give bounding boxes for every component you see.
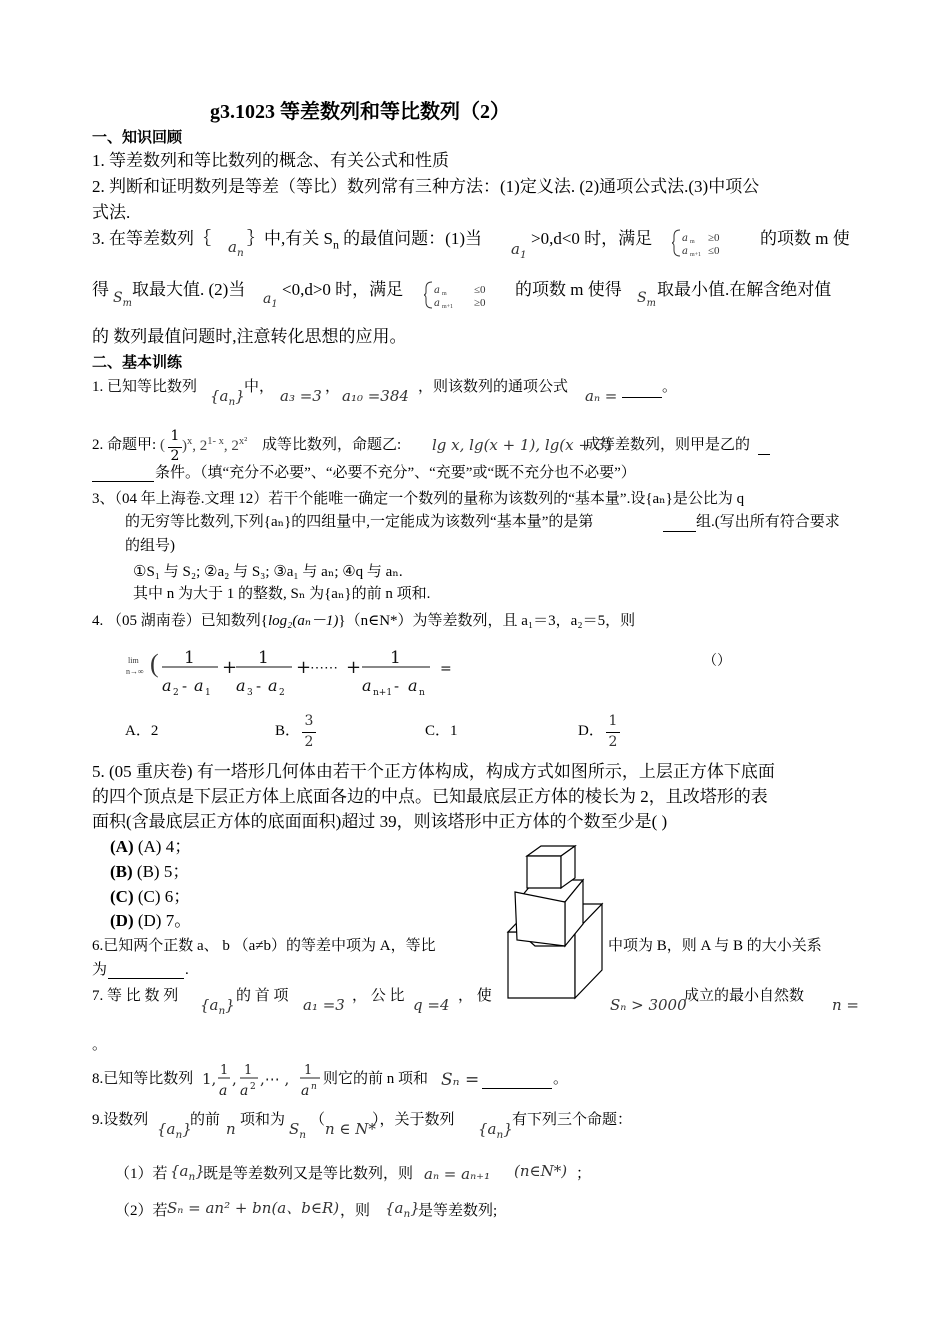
svg-text:,⋯ ,: ,⋯ , bbox=[260, 1070, 290, 1088]
svg-text:m: m bbox=[442, 291, 447, 297]
review-point-3-text: 得 bbox=[92, 280, 109, 299]
fraction-half: 2 bbox=[170, 448, 180, 464]
math-paren: ( bbox=[150, 649, 159, 678]
svg-text:2: 2 bbox=[279, 688, 285, 698]
math-q: q =4 bbox=[413, 996, 450, 1014]
proposition-1-text: ； bbox=[576, 1166, 592, 1182]
answer-blank[interactable] bbox=[482, 1088, 552, 1089]
question-7-text: 成立的最小自然数 bbox=[684, 988, 805, 1004]
proposition-2-text: ，则 bbox=[340, 1203, 371, 1219]
math-an-set: $\{a_n\}$ bbox=[157, 1120, 192, 1141]
question-2-text: 2. 命题甲: bbox=[92, 437, 157, 453]
svg-text:a: a bbox=[682, 233, 688, 244]
question-6-text: 中项为 B，则 A 与 B 的大小关系 bbox=[608, 938, 822, 954]
question-6-text: . bbox=[185, 962, 189, 978]
math-a1: a₁ =3 bbox=[303, 996, 345, 1014]
svg-text:2: 2 bbox=[250, 1082, 256, 1092]
question-2-text: 成等差数列，则甲是乙的 bbox=[585, 437, 751, 453]
fraction-three-halves: 3 bbox=[304, 713, 314, 729]
fraction-half: 1 bbox=[608, 713, 618, 729]
answer-blank[interactable] bbox=[108, 978, 184, 979]
option-b[interactable]: B． bbox=[275, 723, 301, 739]
math-sn-eq: Sₙ = bbox=[441, 1070, 480, 1090]
answer-paren[interactable]: （） bbox=[703, 654, 731, 669]
question-3-text: 3、（04 年上海卷.文理 12）若干个能唯一确定一个数列的量称为该数列的“基本量”.设{aₙ}是公比为 q bbox=[92, 491, 745, 507]
answer-blank[interactable] bbox=[663, 531, 696, 532]
answer-blank[interactable] bbox=[622, 397, 662, 398]
proposition-1-text: （1）若 bbox=[115, 1166, 168, 1182]
question-5-text: 的四个顶点是下层正方体上底面各边的中点。已知最底层正方体的棱长为 2，且改塔形的表 bbox=[92, 787, 768, 806]
review-point-3-text: <0,d>0 时，满足 bbox=[282, 280, 404, 299]
math-sm: $S_m$ bbox=[637, 290, 656, 309]
math-sn-formula: Sₙ = an² + bn(a、b∈R) bbox=[167, 1199, 340, 1217]
fraction-bar bbox=[302, 732, 316, 733]
svg-text:a: a bbox=[682, 246, 688, 257]
proposition-2-text: 是等差数列; bbox=[418, 1203, 498, 1219]
svg-text:-: - bbox=[394, 677, 400, 695]
svg-text:⋯⋯: ⋯⋯ bbox=[310, 660, 338, 676]
review-point-3-text: 3. 在等差数列｛ bbox=[92, 229, 211, 248]
question-9-text: 项和为 bbox=[240, 1112, 286, 1128]
question-1-text: 。 bbox=[662, 379, 678, 395]
svg-text:a: a bbox=[162, 676, 172, 695]
math-an: $a_n$ bbox=[228, 238, 244, 259]
question-9-text: ），关于数列 bbox=[372, 1112, 455, 1128]
limit-label: lim bbox=[128, 656, 139, 665]
svg-text:1: 1 bbox=[244, 1063, 253, 1078]
option-c[interactable]: (C) (C) 6； bbox=[110, 887, 191, 906]
math-an-set: $\{a_n\}$ bbox=[210, 387, 245, 408]
option-d[interactable]: D． bbox=[578, 723, 604, 739]
svg-text:+: + bbox=[296, 657, 312, 678]
question-3-text: 组.(写出所有符合要求 bbox=[696, 514, 840, 530]
svg-text:1: 1 bbox=[184, 648, 195, 668]
condition-system-icon bbox=[672, 226, 760, 260]
svg-text:a: a bbox=[219, 1083, 228, 1099]
svg-text:3: 3 bbox=[247, 688, 253, 698]
math-paren: ( bbox=[160, 437, 165, 453]
question-8-text: 则它的前 n 项和 bbox=[323, 1071, 429, 1087]
math-n: n = bbox=[832, 996, 859, 1014]
review-point-3-text: >0,d<0 时，满足 bbox=[531, 229, 653, 248]
question-4-text: 4. （05 湖南卷）已知数列{log₂(aₙ－1)}（n∈N*）为等差数列，且 a₁＝3，a₂＝5，则 bbox=[92, 613, 636, 629]
math-n-in-n: (n∈N*) bbox=[514, 1162, 568, 1180]
math-an-eq: aₙ = aₙ₊₁ bbox=[424, 1165, 491, 1183]
math-lg: lg x, lg(x + 1), lg(x + 3) bbox=[432, 436, 612, 454]
review-point-3-text: 的项数 m 使 bbox=[760, 229, 850, 248]
question-6-text: 为 bbox=[92, 962, 108, 978]
question-9-text: 有下列三个命题： bbox=[512, 1112, 633, 1128]
svg-text:a: a bbox=[194, 676, 204, 695]
cube-tower-figure bbox=[505, 842, 610, 1000]
limit-series-icon bbox=[158, 640, 458, 700]
svg-text:-: - bbox=[256, 677, 262, 695]
svg-text:m+1: m+1 bbox=[690, 252, 702, 258]
question-6-text: 6.已知两个正数 a、 b （a≠b）的等差中项为 A，等比 bbox=[92, 938, 436, 954]
svg-text:2: 2 bbox=[173, 688, 179, 698]
question-3-text: 的无穷等比数列,下列{aₙ}的四组量中,一定能成为该数列“基本量”的是第 bbox=[125, 514, 594, 530]
question-8-text: 8.已知等比数列 bbox=[92, 1071, 194, 1087]
math-an-set: $\{a_n\}$ bbox=[200, 996, 235, 1017]
svg-text:1: 1 bbox=[220, 1063, 229, 1078]
proposition-1-text: 既是等差数列又是等比数列，则 bbox=[203, 1166, 414, 1182]
svg-text:a: a bbox=[301, 1083, 310, 1099]
fraction-1-over-an-icon bbox=[298, 1058, 322, 1104]
math-an-set: $\{a_n\}$ bbox=[170, 1162, 205, 1183]
question-3-text: 其中 n 为大于 1 的整数, Sₙ 为{aₙ}的前 n 项和. bbox=[133, 586, 431, 602]
math-a3: a₃ =3 bbox=[280, 387, 322, 405]
svg-text:n: n bbox=[419, 688, 425, 698]
math-sm: $S_m$ bbox=[113, 290, 132, 309]
section-heading-practice: 二、基本训练 bbox=[92, 355, 183, 371]
review-point-2: 2. 判断和证明数列是等差（等比）数列常有三种方法：(1)定义法. (2)通项公式法.(3)中项公 bbox=[92, 177, 760, 196]
svg-text:n+1: n+1 bbox=[373, 688, 393, 698]
fraction-three-halves: 2 bbox=[304, 734, 314, 750]
question-2-text: 成等比数列，命题乙: bbox=[262, 437, 402, 453]
question-3-text: 的组号) bbox=[125, 538, 175, 554]
svg-text:a: a bbox=[362, 676, 372, 695]
svg-text:=: = bbox=[440, 661, 452, 677]
svg-text:1: 1 bbox=[205, 688, 211, 698]
review-point-1: 1. 等差数列和等比数列的概念、有关公式和性质 bbox=[92, 151, 449, 170]
math-expr: )$^x$, 2$^{1- x}$, $2^{x^2}$ bbox=[182, 436, 248, 454]
answer-blank[interactable] bbox=[758, 454, 770, 455]
math-an-set: $\{a_n\}$ bbox=[478, 1120, 513, 1141]
option-d[interactable]: (D) (D) 7。 bbox=[110, 911, 192, 930]
svg-text:a: a bbox=[408, 676, 418, 695]
svg-text:≥0: ≥0 bbox=[708, 232, 720, 244]
svg-text:1: 1 bbox=[390, 648, 401, 668]
section-heading-review: 一、知识回顾 bbox=[92, 130, 183, 146]
question-9-text: （ bbox=[310, 1112, 326, 1128]
svg-text:-: - bbox=[182, 677, 188, 695]
condition-system-icon bbox=[424, 278, 514, 312]
question-2-text: 条件。（填“充分不必要”、“必要不充分”、“充要”或“既不充分也不必要”） bbox=[155, 465, 636, 481]
question-9-text: 的前 bbox=[190, 1112, 221, 1128]
svg-text:1: 1 bbox=[304, 1063, 313, 1078]
review-point-3-text: ｝中,有关 $S_n$ 的最值问题：(1)当 bbox=[247, 229, 482, 252]
review-point-3-text: 的项数 m 使得 bbox=[515, 280, 622, 299]
question-3-options: ①S₁ 与 S₂; ②a₂ 与 S₃; ③a₁ 与 aₙ; ④q 与 aₙ. bbox=[133, 564, 403, 580]
question-7-text: 的 首 项 bbox=[236, 988, 289, 1004]
question-9-text: 9.设数列 bbox=[92, 1112, 149, 1128]
svg-text:,: , bbox=[232, 1070, 237, 1088]
review-point-3-text: 取最小值.在解含绝对值 bbox=[657, 280, 832, 299]
proposition-2-text: （2）若 bbox=[115, 1203, 168, 1219]
question-1-text: ， bbox=[325, 379, 341, 395]
review-point-2-cont: 式法. bbox=[92, 203, 131, 222]
fraction-half: 2 bbox=[608, 734, 618, 750]
question-1-text: 中， bbox=[244, 379, 275, 395]
svg-text:1,: 1, bbox=[202, 1070, 217, 1088]
option-c[interactable]: C．1 bbox=[425, 723, 458, 739]
question-7-text: 。 bbox=[92, 1037, 108, 1053]
option-b[interactable]: (B) (B) 5； bbox=[110, 862, 190, 881]
svg-text:a: a bbox=[268, 676, 278, 695]
svg-text:m+1: m+1 bbox=[442, 304, 454, 310]
svg-text:a: a bbox=[434, 285, 440, 296]
svg-text:+: + bbox=[346, 657, 362, 678]
answer-blank[interactable] bbox=[92, 481, 154, 482]
question-7-text: ， 使 bbox=[458, 988, 492, 1004]
math-a1: $a_1$ bbox=[263, 291, 278, 310]
option-a[interactable]: A．2 bbox=[125, 723, 159, 739]
math-a1: $a_1$ bbox=[511, 240, 527, 261]
option-a[interactable]: (A) (A) 4； bbox=[110, 837, 192, 856]
svg-text:a: a bbox=[434, 298, 440, 309]
question-5-text: 5. (05 重庆卷) 有一塔形几何体由若干个正方体构成，构成方式如图所示，上层正方体下底面 bbox=[92, 762, 775, 781]
math-sn: Sₙ > 3000 bbox=[610, 996, 687, 1014]
question-1-text: 1. 已知等比数列 bbox=[92, 379, 198, 395]
question-1-text: ，则该数列的通项公式 bbox=[418, 379, 569, 395]
svg-text:m: m bbox=[690, 239, 695, 245]
review-point-3-text: 的 数列最值问题时,注意转化思想的应用。 bbox=[92, 327, 407, 346]
svg-text:≤0: ≤0 bbox=[474, 284, 486, 296]
question-8-text: 。 bbox=[553, 1071, 569, 1087]
math-an-set: $\{a_n\}$ bbox=[385, 1199, 420, 1220]
svg-text:≥0: ≥0 bbox=[474, 297, 486, 309]
limit-subscript: n→∞ bbox=[126, 667, 144, 676]
svg-text:≤0: ≤0 bbox=[708, 245, 720, 257]
question-7-text: ， 公 比 bbox=[352, 988, 405, 1004]
math-n-in-n: n ∈ N* bbox=[325, 1120, 376, 1138]
math-an-eq: aₙ = bbox=[585, 387, 618, 405]
fraction-half: 1 bbox=[170, 428, 180, 444]
svg-text:a: a bbox=[240, 1083, 249, 1099]
svg-text:a: a bbox=[236, 676, 246, 695]
svg-text:+: + bbox=[222, 657, 238, 678]
page-title: g3.1023 等差数列和等比数列（2） bbox=[210, 101, 510, 123]
math-sn: $S_n$ bbox=[289, 1120, 307, 1141]
math-n: n bbox=[226, 1120, 236, 1138]
svg-text:n: n bbox=[311, 1082, 317, 1092]
review-point-3-text: 取最大值. (2)当 bbox=[132, 280, 246, 299]
question-7-text: 7. 等 比 数 列 bbox=[92, 988, 179, 1004]
question-5-text: 面积(含最底层正方体的底面面积)超过 39，则该塔形中正方体的个数至少是( ) bbox=[92, 812, 668, 831]
math-a10: a₁₀ =384 bbox=[342, 387, 409, 405]
fraction-bar bbox=[606, 732, 620, 733]
svg-text:1: 1 bbox=[258, 648, 269, 668]
